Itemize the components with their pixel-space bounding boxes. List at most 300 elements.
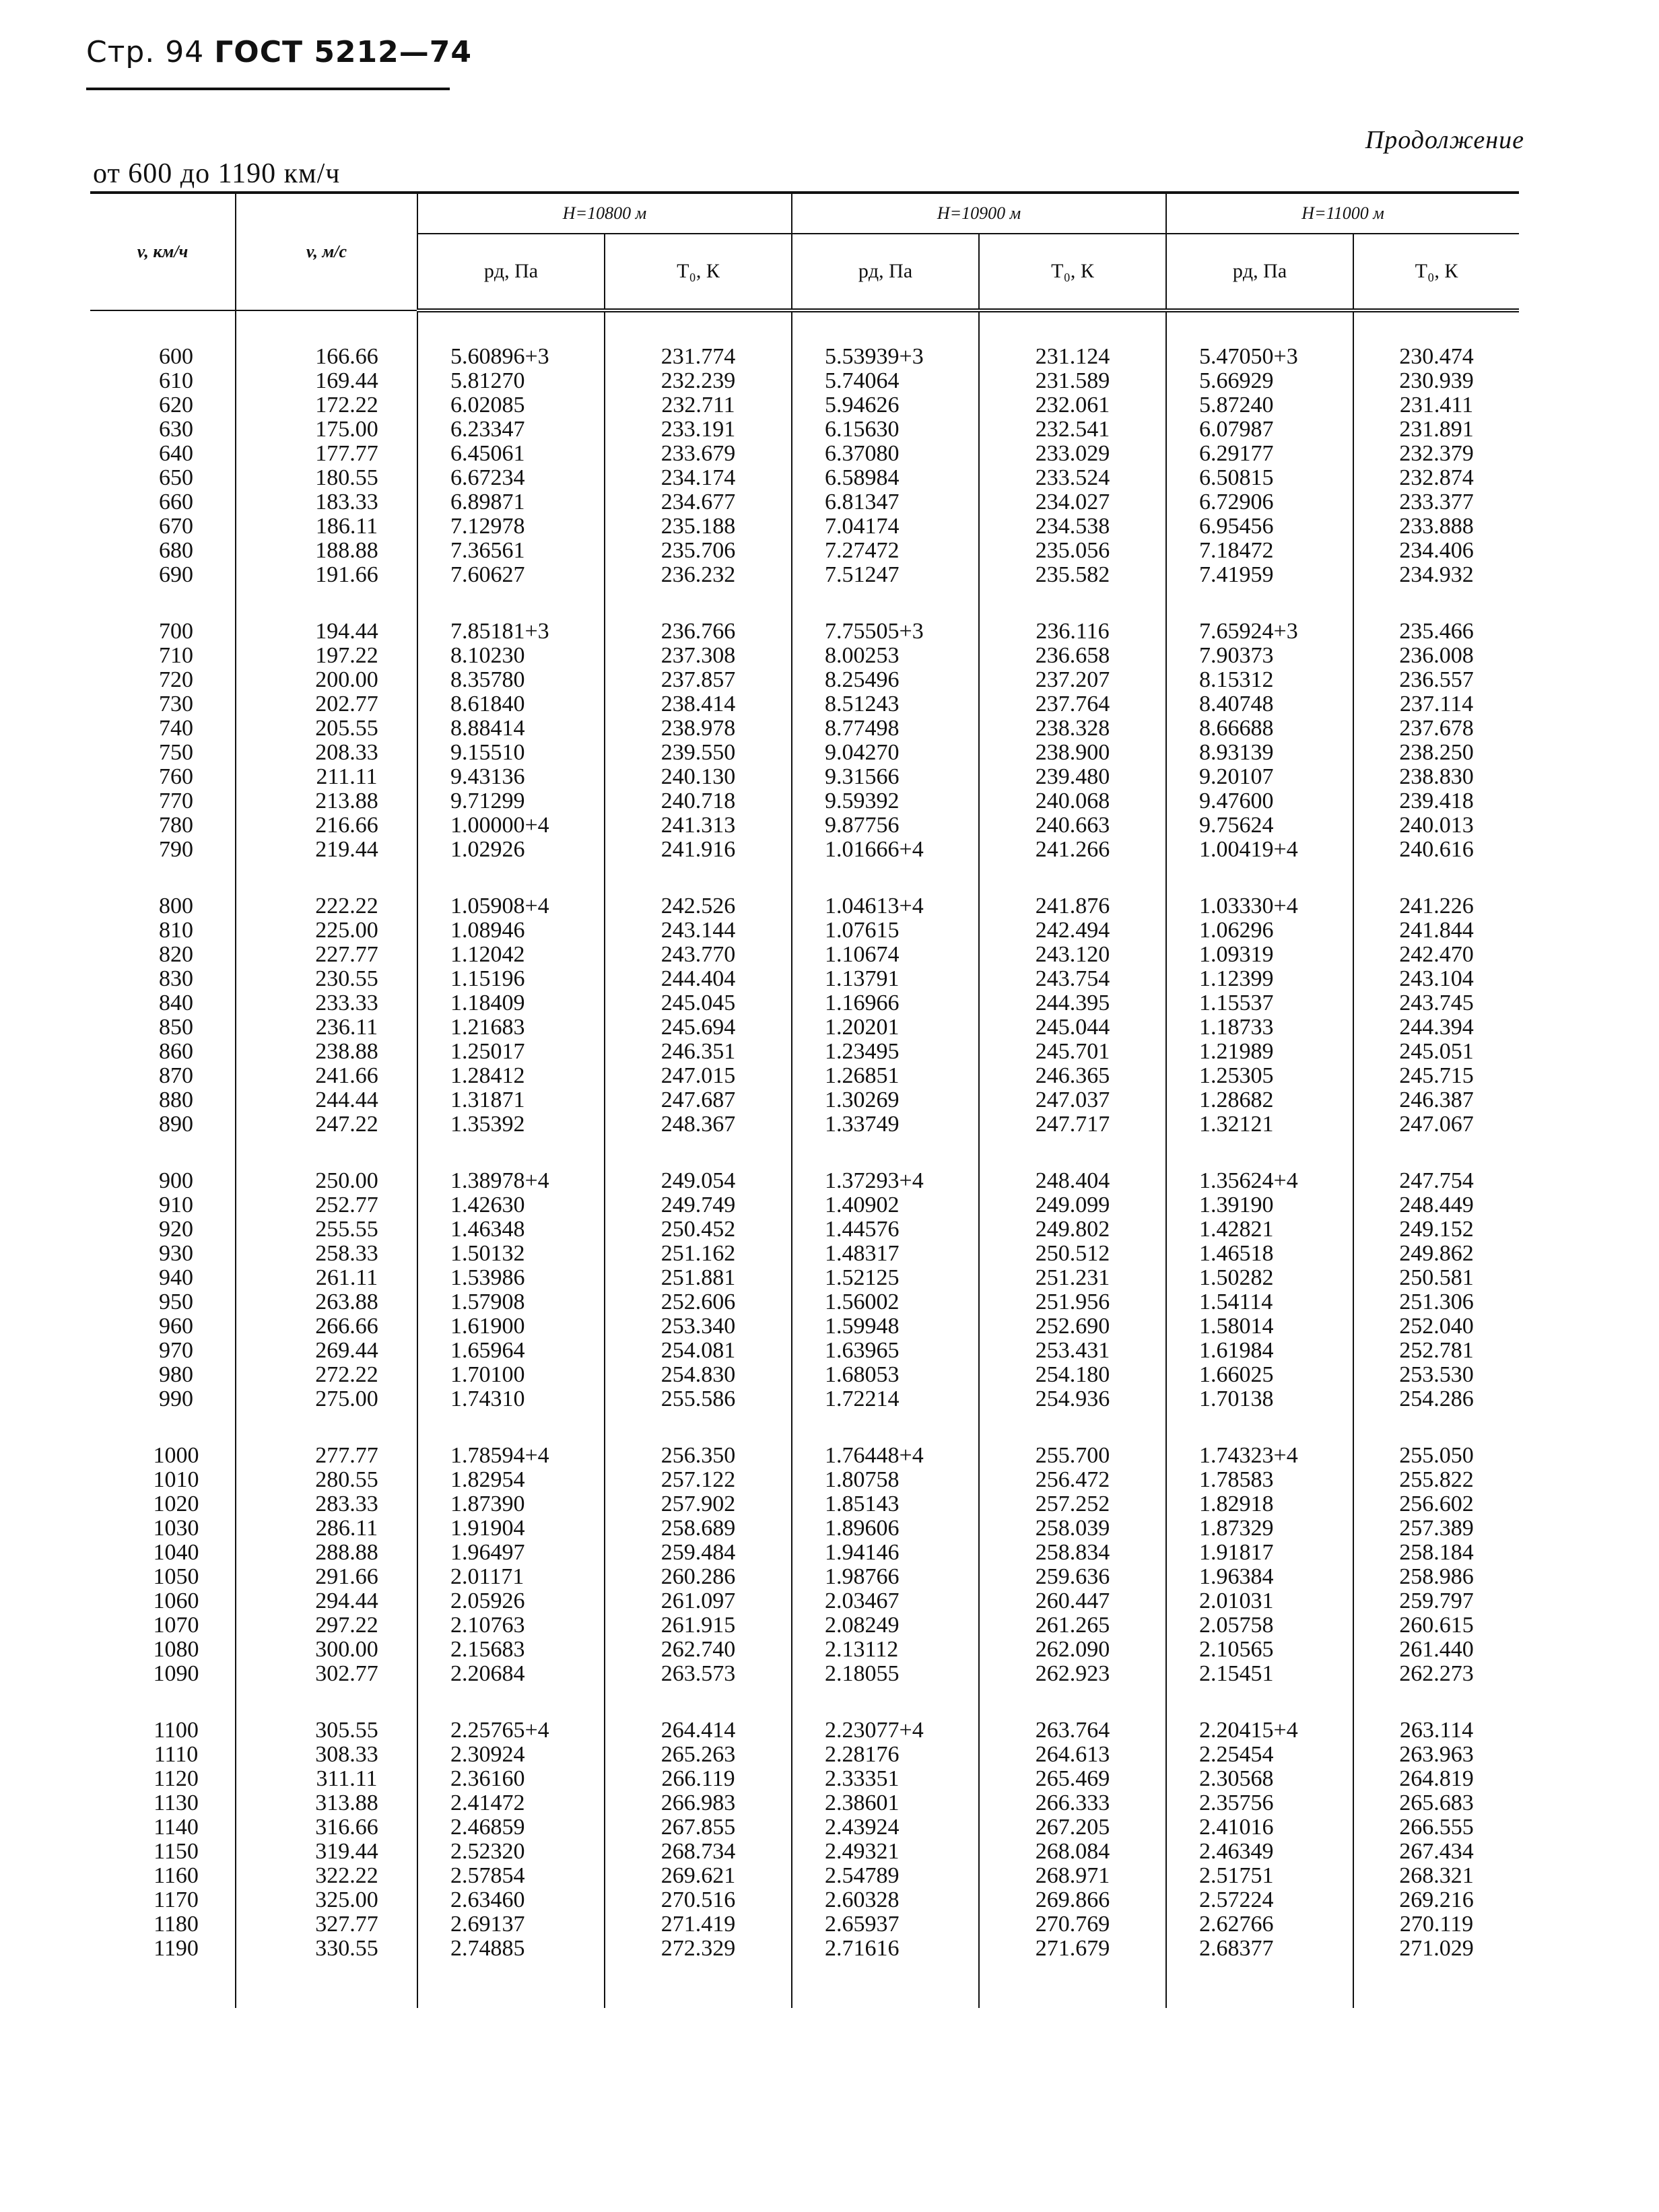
spacer-cell xyxy=(236,862,417,894)
cell-pressure: 1.07615 xyxy=(792,918,979,943)
cell-v-kmh: 920 xyxy=(159,1217,193,1242)
header-pressure: pд, Па xyxy=(417,234,605,310)
cell-pressure: 6.02085 xyxy=(417,393,605,417)
cell-v-kmh: 1110 xyxy=(154,1742,199,1767)
cell-temperature: 235.188 xyxy=(605,514,792,539)
page-number: Стр. 94 xyxy=(86,35,205,69)
table-row xyxy=(90,393,1519,417)
table-row xyxy=(90,417,1519,442)
cell-pressure: 2.10763 xyxy=(417,1613,605,1638)
table-row xyxy=(90,1040,1519,1064)
cell-pressure: 1.18409 xyxy=(417,991,605,1015)
table-row xyxy=(90,1290,1519,1314)
cell-temperature: 231.411 xyxy=(1353,393,1519,417)
cell-temperature: 263.114 xyxy=(1353,1718,1519,1743)
cell-v-kmh: 600 xyxy=(159,344,193,369)
cell-temperature: 260.615 xyxy=(1353,1613,1519,1638)
cell-pressure: 8.00253 xyxy=(792,644,979,668)
cell-temperature: 261.265 xyxy=(979,1613,1166,1638)
cell-pressure: 2.28176 xyxy=(792,1743,979,1767)
cell-temperature: 255.586 xyxy=(605,1387,792,1411)
cell-temperature: 243.770 xyxy=(605,943,792,967)
cell-v-kmh: 1180 xyxy=(154,1912,199,1937)
cell-v-kmh: 1020 xyxy=(153,1492,199,1516)
cell-temperature: 247.717 xyxy=(979,1112,1166,1137)
table-row xyxy=(90,1112,1519,1137)
cell-temperature: 251.231 xyxy=(979,1266,1166,1290)
cell-v-ms: 308.33 xyxy=(236,1743,417,1767)
spacer-cell xyxy=(417,1137,605,1169)
spacer-cell xyxy=(90,1411,236,1444)
cell-temperature: 243.120 xyxy=(979,943,1166,967)
header-v-ms: v, м/с xyxy=(236,193,417,310)
table-row xyxy=(90,1064,1519,1088)
cell-pressure: 1.23495 xyxy=(792,1040,979,1064)
cell-temperature: 257.389 xyxy=(1353,1516,1519,1541)
data-table-container xyxy=(90,191,1519,2008)
cell-v-ms: 286.11 xyxy=(236,1516,417,1541)
cell-temperature: 262.273 xyxy=(1353,1662,1519,1686)
cell-temperature: 245.044 xyxy=(979,1015,1166,1040)
cell-v-ms: 166.66 xyxy=(236,345,417,369)
table-row xyxy=(90,466,1519,490)
cell-temperature: 236.008 xyxy=(1353,644,1519,668)
cell-temperature: 263.963 xyxy=(1353,1743,1519,1767)
table-row xyxy=(90,668,1519,692)
cell-pressure: 2.41016 xyxy=(1166,1815,1353,1840)
table-row xyxy=(90,1912,1519,1937)
table-row xyxy=(90,741,1519,765)
header-altitude-1: H=10800 м xyxy=(417,193,792,234)
cell-pressure: 2.51751 xyxy=(1166,1864,1353,1888)
cell-temperature: 251.881 xyxy=(605,1266,792,1290)
cell-v-kmh: 730 xyxy=(159,692,193,716)
spacer-cell xyxy=(90,310,236,345)
cell-v-kmh: 1190 xyxy=(154,1936,199,1961)
cell-pressure: 2.25765+4 xyxy=(417,1718,605,1743)
table-row xyxy=(90,1468,1519,1492)
cell-pressure: 7.36561 xyxy=(417,539,605,563)
cell-pressure: 8.66688 xyxy=(1166,716,1353,741)
cell-v-ms: 247.22 xyxy=(236,1112,417,1137)
cell-temperature: 233.524 xyxy=(979,466,1166,490)
cell-pressure: 1.82918 xyxy=(1166,1492,1353,1516)
cell-v-ms: 230.55 xyxy=(236,967,417,991)
table-row xyxy=(90,1613,1519,1638)
cell-v-ms: 269.44 xyxy=(236,1339,417,1363)
cell-temperature: 237.114 xyxy=(1353,692,1519,716)
header-altitude-2: H=10900 м xyxy=(792,193,1166,234)
cell-v-kmh: 690 xyxy=(159,562,193,587)
cell-pressure: 6.15630 xyxy=(792,417,979,442)
cell-v-kmh: 840 xyxy=(159,991,193,1015)
cell-temperature: 257.252 xyxy=(979,1492,1166,1516)
table-row xyxy=(90,644,1519,668)
table-row xyxy=(90,1864,1519,1888)
cell-pressure: 2.36160 xyxy=(417,1767,605,1791)
cell-pressure: 2.33351 xyxy=(792,1767,979,1791)
cell-v-ms: 236.11 xyxy=(236,1015,417,1040)
cell-temperature: 253.530 xyxy=(1353,1363,1519,1387)
table-row xyxy=(90,1314,1519,1339)
cell-v-kmh: 960 xyxy=(159,1314,193,1339)
cell-temperature: 237.678 xyxy=(1353,716,1519,741)
cell-temperature: 249.802 xyxy=(979,1217,1166,1242)
cell-pressure: 1.25017 xyxy=(417,1040,605,1064)
cell-temperature: 268.734 xyxy=(605,1840,792,1864)
cell-pressure: 1.57908 xyxy=(417,1290,605,1314)
cell-temperature: 251.162 xyxy=(605,1242,792,1266)
cell-pressure: 8.93139 xyxy=(1166,741,1353,765)
cell-temperature: 258.039 xyxy=(979,1516,1166,1541)
cell-temperature: 255.700 xyxy=(979,1444,1166,1468)
cell-temperature: 265.469 xyxy=(979,1767,1166,1791)
cell-v-ms: 208.33 xyxy=(236,741,417,765)
standard-code: ГОСТ 5212—74 xyxy=(214,35,473,69)
cell-temperature: 241.916 xyxy=(605,838,792,862)
cell-v-ms: 311.11 xyxy=(236,1767,417,1791)
cell-pressure: 1.13791 xyxy=(792,967,979,991)
cell-pressure: 8.77498 xyxy=(792,716,979,741)
cell-pressure: 1.40902 xyxy=(792,1193,979,1217)
cell-temperature: 252.690 xyxy=(979,1314,1166,1339)
cell-v-kmh: 850 xyxy=(159,1015,193,1040)
cell-temperature: 260.447 xyxy=(979,1589,1166,1613)
cell-v-kmh: 1040 xyxy=(153,1540,199,1565)
cell-temperature: 243.144 xyxy=(605,918,792,943)
spacer-cell xyxy=(90,587,236,619)
cell-pressure: 1.35624+4 xyxy=(1166,1169,1353,1193)
header-rule xyxy=(86,88,450,90)
cell-pressure: 1.87329 xyxy=(1166,1516,1353,1541)
table-tail xyxy=(90,1961,1519,2008)
cell-temperature: 239.418 xyxy=(1353,789,1519,813)
header-pressure: pд, Па xyxy=(1166,234,1353,310)
cell-pressure: 1.37293+4 xyxy=(792,1169,979,1193)
cell-pressure: 1.96497 xyxy=(417,1541,605,1565)
cell-pressure: 1.50132 xyxy=(417,1242,605,1266)
cell-temperature: 241.226 xyxy=(1353,894,1519,918)
cell-temperature: 259.797 xyxy=(1353,1589,1519,1613)
cell-v-kmh: 950 xyxy=(159,1289,193,1314)
cell-v-kmh: 1100 xyxy=(154,1718,199,1743)
table-row xyxy=(90,1516,1519,1541)
cell-pressure: 2.49321 xyxy=(792,1840,979,1864)
cell-v-kmh: 940 xyxy=(159,1265,193,1290)
cell-v-ms: 191.66 xyxy=(236,563,417,587)
cell-v-kmh: 770 xyxy=(159,789,193,813)
spacer-cell xyxy=(417,862,605,894)
table-row xyxy=(90,369,1519,393)
cell-temperature: 240.130 xyxy=(605,765,792,789)
cell-v-ms: 319.44 xyxy=(236,1840,417,1864)
cell-temperature: 256.602 xyxy=(1353,1492,1519,1516)
cell-temperature: 234.538 xyxy=(979,514,1166,539)
spacer-cell xyxy=(792,1686,979,1718)
cell-temperature: 268.084 xyxy=(979,1840,1166,1864)
cell-pressure: 1.70138 xyxy=(1166,1387,1353,1411)
cell-pressure: 9.71299 xyxy=(417,789,605,813)
table-row xyxy=(90,1088,1519,1112)
table-row xyxy=(90,789,1519,813)
cell-temperature: 231.891 xyxy=(1353,417,1519,442)
cell-temperature: 255.050 xyxy=(1353,1444,1519,1468)
cell-v-kmh: 1070 xyxy=(153,1613,199,1638)
cell-pressure: 1.28682 xyxy=(1166,1088,1353,1112)
cell-pressure: 7.51247 xyxy=(792,563,979,587)
block-spacer xyxy=(90,587,1519,619)
cell-pressure: 2.03467 xyxy=(792,1589,979,1613)
cell-temperature: 261.440 xyxy=(1353,1638,1519,1662)
table-row xyxy=(90,1589,1519,1613)
header-temperature: T₀, К xyxy=(605,234,792,310)
cell-pressure: 1.42821 xyxy=(1166,1217,1353,1242)
spacer-cell xyxy=(90,1961,236,2008)
cell-pressure: 9.04270 xyxy=(792,741,979,765)
table-row xyxy=(90,1743,1519,1767)
cell-temperature: 230.939 xyxy=(1353,369,1519,393)
cell-v-kmh: 700 xyxy=(159,619,193,644)
cell-v-kmh: 1030 xyxy=(153,1516,199,1541)
cell-pressure: 1.91817 xyxy=(1166,1541,1353,1565)
cell-v-ms: 255.55 xyxy=(236,1217,417,1242)
cell-temperature: 245.051 xyxy=(1353,1040,1519,1064)
cell-temperature: 245.045 xyxy=(605,991,792,1015)
cell-v-kmh: 1000 xyxy=(153,1443,199,1468)
cell-pressure: 2.60328 xyxy=(792,1888,979,1912)
cell-temperature: 241.876 xyxy=(979,894,1166,918)
cell-temperature: 245.715 xyxy=(1353,1064,1519,1088)
cell-pressure: 6.89871 xyxy=(417,490,605,514)
page-header xyxy=(86,35,472,69)
cell-pressure: 2.01031 xyxy=(1166,1589,1353,1613)
cell-pressure: 2.62766 xyxy=(1166,1912,1353,1937)
block-spacer xyxy=(90,310,1519,345)
cell-pressure: 1.72214 xyxy=(792,1387,979,1411)
cell-pressure: 1.16966 xyxy=(792,991,979,1015)
cell-v-ms: 266.66 xyxy=(236,1314,417,1339)
cell-pressure: 2.69137 xyxy=(417,1912,605,1937)
cell-temperature: 258.834 xyxy=(979,1541,1166,1565)
cell-v-ms: 177.77 xyxy=(236,442,417,466)
cell-v-kmh: 830 xyxy=(159,966,193,991)
cell-pressure: 2.57224 xyxy=(1166,1888,1353,1912)
table-row xyxy=(90,1363,1519,1387)
cell-pressure: 9.75624 xyxy=(1166,813,1353,838)
cell-temperature: 233.191 xyxy=(605,417,792,442)
cell-pressure: 8.15312 xyxy=(1166,668,1353,692)
cell-pressure: 1.01666+4 xyxy=(792,838,979,862)
cell-pressure: 1.46518 xyxy=(1166,1242,1353,1266)
cell-temperature: 251.306 xyxy=(1353,1290,1519,1314)
cell-temperature: 247.067 xyxy=(1353,1112,1519,1137)
table-row xyxy=(90,991,1519,1015)
cell-v-ms: 288.88 xyxy=(236,1541,417,1565)
cell-v-kmh: 810 xyxy=(159,918,193,943)
table-row xyxy=(90,765,1519,789)
spacer-cell xyxy=(979,587,1166,619)
cell-temperature: 246.351 xyxy=(605,1040,792,1064)
cell-pressure: 5.87240 xyxy=(1166,393,1353,417)
cell-v-kmh: 610 xyxy=(159,368,193,393)
cell-v-kmh: 1120 xyxy=(154,1766,199,1791)
cell-pressure: 2.52320 xyxy=(417,1840,605,1864)
spacer-cell xyxy=(236,1686,417,1718)
cell-temperature: 246.387 xyxy=(1353,1088,1519,1112)
cell-temperature: 233.029 xyxy=(979,442,1166,466)
cell-temperature: 237.207 xyxy=(979,668,1166,692)
cell-pressure: 1.58014 xyxy=(1166,1314,1353,1339)
cell-v-ms: 325.00 xyxy=(236,1888,417,1912)
table-row xyxy=(90,563,1519,587)
cell-v-ms: 186.11 xyxy=(236,514,417,539)
cell-pressure: 5.47050+3 xyxy=(1166,345,1353,369)
header-v-kmh: v, км/ч xyxy=(90,193,236,310)
cell-pressure: 1.68053 xyxy=(792,1363,979,1387)
cell-temperature: 235.706 xyxy=(605,539,792,563)
table-row xyxy=(90,1444,1519,1468)
header-temperature: T₀, К xyxy=(1353,234,1519,310)
block-spacer xyxy=(90,1686,1519,1718)
cell-v-ms: 297.22 xyxy=(236,1613,417,1638)
cell-pressure: 1.65964 xyxy=(417,1339,605,1363)
cell-v-ms: 250.00 xyxy=(236,1169,417,1193)
spacer-cell xyxy=(1353,1961,1519,2008)
spacer-cell xyxy=(1353,1686,1519,1718)
cell-temperature: 267.855 xyxy=(605,1815,792,1840)
cell-temperature: 258.184 xyxy=(1353,1541,1519,1565)
cell-v-kmh: 990 xyxy=(159,1386,193,1411)
cell-pressure: 6.95456 xyxy=(1166,514,1353,539)
cell-v-kmh: 1050 xyxy=(153,1564,199,1589)
cell-temperature: 238.250 xyxy=(1353,741,1519,765)
cell-pressure: 2.54789 xyxy=(792,1864,979,1888)
cell-pressure: 1.46348 xyxy=(417,1217,605,1242)
cell-pressure: 9.47600 xyxy=(1166,789,1353,813)
cell-pressure: 1.63965 xyxy=(792,1339,979,1363)
cell-temperature: 234.174 xyxy=(605,466,792,490)
spacer-cell xyxy=(792,587,979,619)
table-row xyxy=(90,442,1519,466)
cell-v-kmh: 740 xyxy=(159,716,193,741)
cell-pressure: 2.18055 xyxy=(792,1662,979,1686)
cell-temperature: 234.406 xyxy=(1353,539,1519,563)
cell-temperature: 248.367 xyxy=(605,1112,792,1137)
cell-v-ms: 305.55 xyxy=(236,1718,417,1743)
table-row xyxy=(90,967,1519,991)
cell-pressure: 1.39190 xyxy=(1166,1193,1353,1217)
cell-pressure: 2.01171 xyxy=(417,1565,605,1589)
cell-pressure: 1.87390 xyxy=(417,1492,605,1516)
spacer-cell xyxy=(792,1137,979,1169)
cell-temperature: 254.081 xyxy=(605,1339,792,1363)
cell-v-kmh: 1140 xyxy=(154,1815,199,1840)
block-spacer xyxy=(90,862,1519,894)
cell-v-kmh: 650 xyxy=(159,465,193,490)
cell-temperature: 236.557 xyxy=(1353,668,1519,692)
table-row xyxy=(90,1565,1519,1589)
cell-pressure: 1.32121 xyxy=(1166,1112,1353,1137)
cell-pressure: 9.43136 xyxy=(417,765,605,789)
cell-temperature: 238.328 xyxy=(979,716,1166,741)
cell-temperature: 242.470 xyxy=(1353,943,1519,967)
block-spacer xyxy=(90,1137,1519,1169)
cell-v-ms: 258.33 xyxy=(236,1242,417,1266)
data-table xyxy=(90,191,1519,2008)
cell-temperature: 257.122 xyxy=(605,1468,792,1492)
table-row xyxy=(90,1339,1519,1363)
cell-temperature: 245.694 xyxy=(605,1015,792,1040)
cell-v-kmh: 800 xyxy=(159,894,193,918)
cell-v-ms: 275.00 xyxy=(236,1387,417,1411)
cell-temperature: 232.379 xyxy=(1353,442,1519,466)
cell-pressure: 6.37080 xyxy=(792,442,979,466)
cell-pressure: 5.60896+3 xyxy=(417,345,605,369)
cell-pressure: 2.43924 xyxy=(792,1815,979,1840)
cell-temperature: 231.124 xyxy=(979,345,1166,369)
table-row xyxy=(90,1541,1519,1565)
cell-temperature: 271.679 xyxy=(979,1937,1166,1961)
cell-v-ms: 277.77 xyxy=(236,1444,417,1468)
cell-pressure: 1.61984 xyxy=(1166,1339,1353,1363)
cell-temperature: 239.480 xyxy=(979,765,1166,789)
cell-pressure: 1.91904 xyxy=(417,1516,605,1541)
cell-v-kmh: 640 xyxy=(159,441,193,466)
cell-pressure: 7.65924+3 xyxy=(1166,619,1353,644)
cell-pressure: 7.41959 xyxy=(1166,563,1353,587)
cell-temperature: 254.936 xyxy=(979,1387,1166,1411)
cell-temperature: 249.099 xyxy=(979,1193,1166,1217)
cell-pressure: 5.81270 xyxy=(417,369,605,393)
cell-pressure: 7.85181+3 xyxy=(417,619,605,644)
cell-v-kmh: 630 xyxy=(159,417,193,442)
cell-pressure: 2.65937 xyxy=(792,1912,979,1937)
cell-pressure: 1.09319 xyxy=(1166,943,1353,967)
cell-temperature: 269.216 xyxy=(1353,1888,1519,1912)
cell-temperature: 260.286 xyxy=(605,1565,792,1589)
cell-pressure: 1.00000+4 xyxy=(417,813,605,838)
spacer-cell xyxy=(1166,1137,1353,1169)
cell-pressure: 1.28412 xyxy=(417,1064,605,1088)
cell-temperature: 235.582 xyxy=(979,563,1166,587)
table-row xyxy=(90,345,1519,369)
spacer-cell xyxy=(792,1411,979,1444)
cell-temperature: 240.663 xyxy=(979,813,1166,838)
cell-temperature: 259.636 xyxy=(979,1565,1166,1589)
cell-pressure: 1.59948 xyxy=(792,1314,979,1339)
cell-temperature: 241.266 xyxy=(979,838,1166,862)
cell-temperature: 268.971 xyxy=(979,1864,1166,1888)
cell-temperature: 249.152 xyxy=(1353,1217,1519,1242)
table-row xyxy=(90,1840,1519,1864)
cell-pressure: 2.46859 xyxy=(417,1815,605,1840)
table-row xyxy=(90,838,1519,862)
cell-temperature: 259.484 xyxy=(605,1541,792,1565)
cell-pressure: 2.41472 xyxy=(417,1791,605,1815)
spacer-cell xyxy=(1353,1411,1519,1444)
cell-temperature: 248.449 xyxy=(1353,1193,1519,1217)
cell-temperature: 236.232 xyxy=(605,563,792,587)
spacer-cell xyxy=(792,310,979,345)
spacer-cell xyxy=(792,862,979,894)
table-row xyxy=(90,716,1519,741)
cell-temperature: 231.589 xyxy=(979,369,1166,393)
cell-temperature: 248.404 xyxy=(979,1169,1166,1193)
cell-pressure: 2.23077+4 xyxy=(792,1718,979,1743)
cell-temperature: 238.978 xyxy=(605,716,792,741)
table-row xyxy=(90,1767,1519,1791)
cell-v-kmh: 660 xyxy=(159,490,193,514)
